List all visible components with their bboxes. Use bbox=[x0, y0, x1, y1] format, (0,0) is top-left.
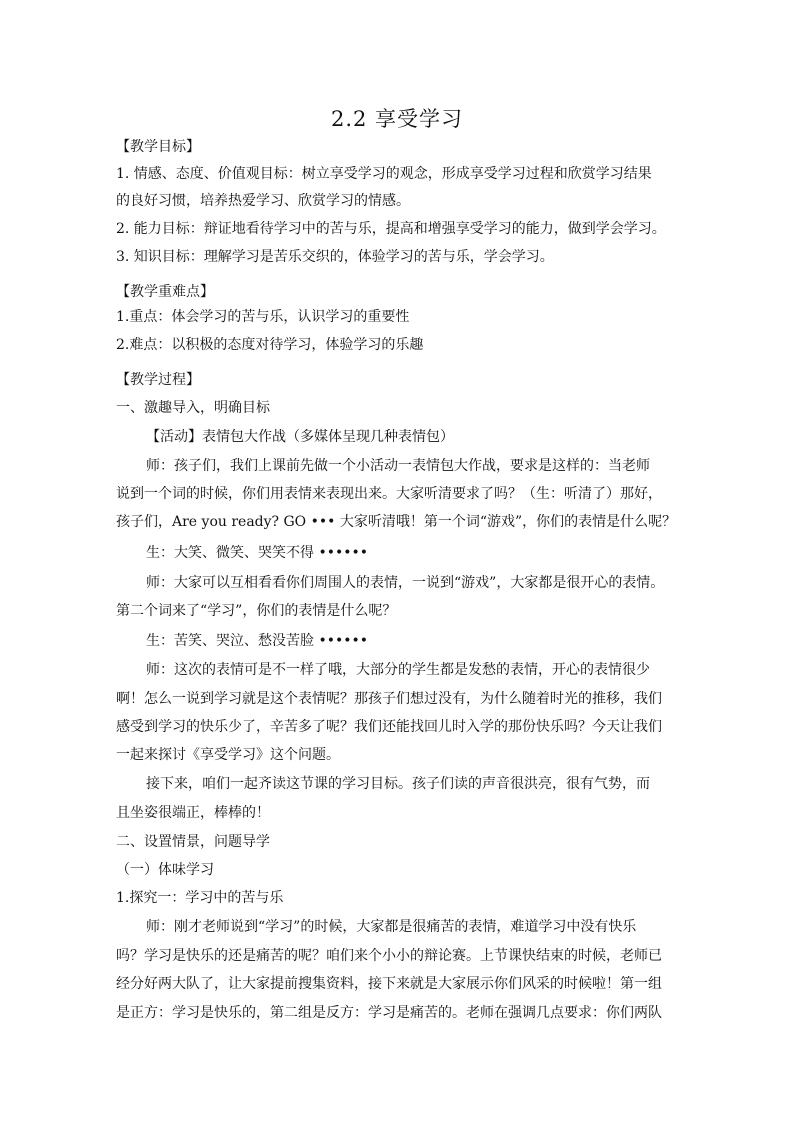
subheading-situation: 二、设置情景，问题导学 bbox=[116, 834, 270, 850]
paragraph-line: 师：这次的表情可是不一样了哦，大部分的学生都是发愁的表情，开心的表情很少 bbox=[146, 662, 650, 678]
paragraph-line: 师：刚才老师说到“学习”的时候，大家都是很痛苦的表情，难道学习中没有快乐 bbox=[146, 919, 637, 935]
subheading-explore-1: 1.探究一：学习中的苦与乐 bbox=[116, 890, 284, 906]
paragraph-line: 师：孩子们，我们上课前先做一个小活动一表情包大作战，要求是这样的：当老师 bbox=[146, 458, 650, 474]
paragraph-line: 生：苦笑、哭泣、愁没苦脸 •••••• bbox=[146, 633, 368, 649]
paragraph-line: 孩子们，Are you ready? GO ••• 大家听清哦！第一个词“游戏”，你们的表情是什么呢？ bbox=[116, 514, 677, 530]
subheading-experience: （一）体味学习 bbox=[116, 862, 214, 878]
objective-2: 2. 能力目标：辩证地看待学习中的苦与乐，提高和增强享受学习的能力，做到学会学习。 bbox=[116, 221, 666, 237]
difficult-point: 2.难点：以积极的态度对待学习，体验学习的乐趣 bbox=[116, 337, 424, 353]
paragraph-line: 感受到学习的快乐少了，辛苦多了呢？我们还能找回儿时入学的那份快乐吗？今天让我们 bbox=[116, 719, 662, 735]
document-title: 2.2 享受学习 bbox=[330, 107, 464, 131]
subheading-intro: 一、激趣导入，明确目标 bbox=[116, 400, 270, 416]
activity-line: 【活动】表情包大作战（多媒体呈现几种表情包） bbox=[146, 429, 454, 445]
section-heading-process: 【教学过程】 bbox=[116, 372, 200, 388]
objective-1-line-2: 的良好习惯，培养热爱学习、欣赏学习的情感。 bbox=[116, 193, 410, 209]
paragraph-line: 师：大家可以互相看看你们周围人的表情，一说到“游戏”，大家都是很开心的表情。 bbox=[146, 575, 665, 591]
paragraph-line: 生：大笑、微笑、哭笑不得 •••••• bbox=[146, 545, 368, 561]
paragraph-line: 一起来探讨《享受学习》这个问题。 bbox=[116, 747, 340, 763]
section-heading-key-points: 【教学重难点】 bbox=[116, 284, 214, 300]
objective-3: 3. 知识目标：理解学习是苦乐交织的，体验学习的苦与乐，学会学习。 bbox=[116, 249, 554, 265]
paragraph-line: 第二个词来了“学习”，你们的表情是什么呢？ bbox=[116, 603, 397, 619]
paragraph-line: 说到一个词的时候，你们用表情来表现出来。大家听清要求了吗？（生：听清了）那好， bbox=[116, 486, 662, 502]
key-point: 1.重点：体会学习的苦与乐，认识学习的重要性 bbox=[116, 309, 410, 325]
paragraph-line: 接下来，咱们一起齐读这节课的学习目标。孩子们读的声音很洪亮，很有气势，而 bbox=[146, 776, 650, 792]
paragraph-line: 且坐姿很端正，棒棒的！ bbox=[116, 805, 270, 821]
paragraph-line: 是正方：学习是快乐的，第二组是反方：学习是痛苦的。老师在强调几点要求：你们两队 bbox=[116, 1005, 662, 1021]
paragraph-line: 吗？学习是快乐的还是痛苦的呢？咱们来个小小的辩论赛。上节课快结束的时候，老师已 bbox=[116, 948, 662, 964]
objective-1-line-1: 1. 情感、态度、价值观目标：树立享受学习的观念，形成享受学习过程和欣赏学习结果 bbox=[116, 166, 652, 182]
paragraph-line: 啊！怎么一说到学习就是这个表情呢？那孩子们想过没有，为什么随着时光的推移，我们 bbox=[116, 691, 662, 707]
section-heading-objectives: 【教学目标】 bbox=[116, 139, 200, 155]
paragraph-line: 经分好两大队了，让大家提前搜集资料，接下来就是大家展示你们风采的时候啦！第一组 bbox=[116, 976, 662, 992]
